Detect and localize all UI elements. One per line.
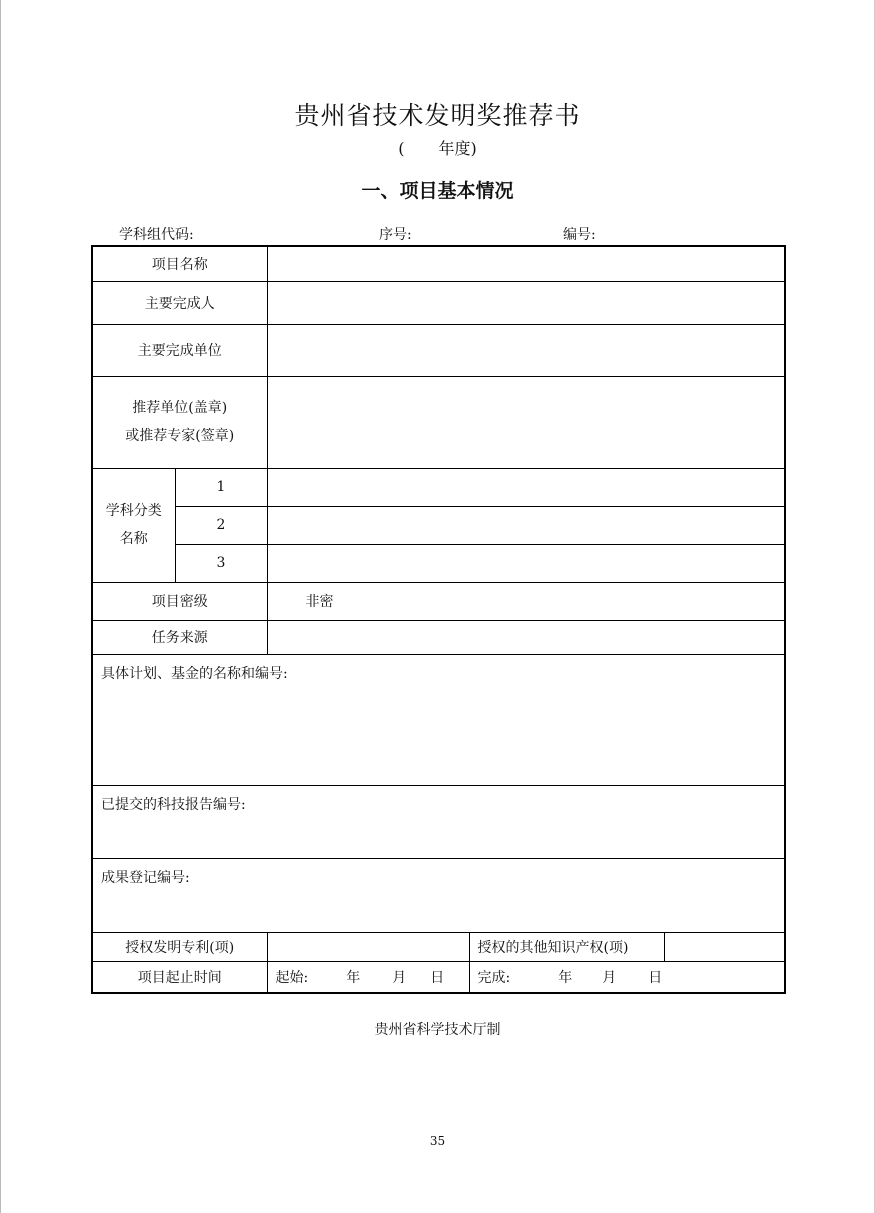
end-month-unit: 月 xyxy=(602,969,617,986)
discipline-field-2[interactable] xyxy=(267,506,785,544)
invention-patents-label: 授权发明专利(项) xyxy=(92,932,267,961)
year-open: ( xyxy=(398,139,405,158)
discipline-row-number: 2 xyxy=(175,506,267,544)
other-ip-field[interactable] xyxy=(664,932,785,961)
start-year-unit: 年 xyxy=(346,969,361,986)
result-reg-no-field[interactable]: 成果登记编号: xyxy=(92,858,785,932)
discipline-field-1[interactable] xyxy=(267,468,785,506)
security-level-label: 项目密级 xyxy=(92,582,267,620)
section-title: 一、项目基本情况 xyxy=(361,180,514,202)
recommender-line1: 推荐单位(盖章) xyxy=(132,400,228,416)
discipline-label xyxy=(92,468,175,582)
discipline-row-number: 1 xyxy=(175,468,267,506)
end-year-unit: 年 xyxy=(558,969,573,986)
project-name-label: 项目名称 xyxy=(92,246,267,281)
number-label: 编号: xyxy=(563,227,596,243)
period-label: 项目起止时间 xyxy=(92,961,267,993)
plan-fund-field[interactable]: 具体计划、基金的名称和编号: xyxy=(92,654,785,785)
issuer-footer: 贵州省科学技术厅制 xyxy=(374,1022,501,1038)
main-units-label: 主要完成单位 xyxy=(92,324,267,376)
year-label: 年度) xyxy=(438,139,477,158)
start-label: 起始: xyxy=(275,969,309,986)
other-ip-label: 授权的其他知识产权(项) xyxy=(469,932,664,961)
main-contributors-label: 主要完成人 xyxy=(92,281,267,324)
recommender-label xyxy=(92,376,267,468)
report-no-field[interactable]: 已提交的科技报告编号: xyxy=(92,785,785,858)
recommender-field[interactable] xyxy=(267,376,785,468)
task-source-label: 任务来源 xyxy=(92,620,267,654)
subject-group-code-label: 学科组代码: xyxy=(119,227,194,243)
start-month-unit: 月 xyxy=(392,969,407,986)
discipline-row-number: 3 xyxy=(175,544,267,582)
project-info-table xyxy=(91,245,786,994)
end-label: 完成: xyxy=(477,969,511,986)
recommender-line2: 或推荐专家(签章) xyxy=(125,428,235,444)
invention-patents-field[interactable] xyxy=(267,932,469,961)
year-line xyxy=(0,136,875,159)
end-date-field[interactable] xyxy=(469,961,785,993)
end-day-unit: 日 xyxy=(648,969,663,986)
main-units-field[interactable] xyxy=(267,324,785,376)
main-contributors-field[interactable] xyxy=(267,281,785,324)
discipline-line2: 名称 xyxy=(119,531,148,547)
page-number: 35 xyxy=(429,1134,446,1148)
discipline-field-3[interactable] xyxy=(267,544,785,582)
document-title: 贵州省技术发明奖推荐书 xyxy=(294,101,581,130)
serial-no-label: 序号: xyxy=(379,227,412,243)
security-level-value[interactable]: 非密 xyxy=(267,582,785,620)
task-source-field[interactable] xyxy=(267,620,785,654)
start-date-field[interactable] xyxy=(267,961,469,993)
start-day-unit: 日 xyxy=(430,969,445,986)
discipline-line1: 学科分类 xyxy=(105,503,162,519)
project-name-field[interactable] xyxy=(267,246,785,281)
